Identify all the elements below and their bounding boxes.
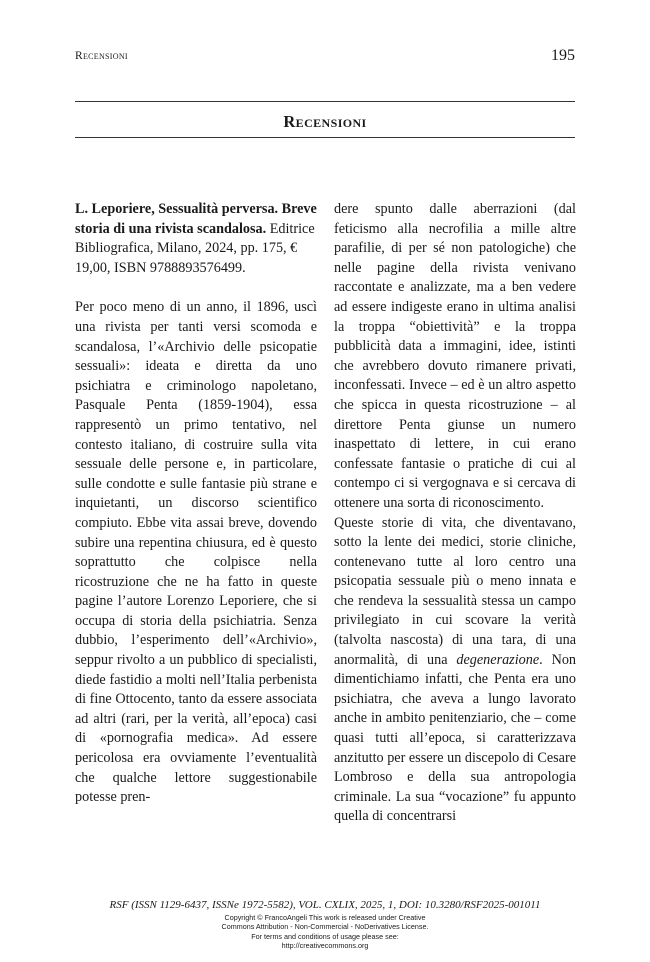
body-paragraph-right-1: dere spunto dalle aberrazioni (dal feticismo alla necrofilia a mille altre parafilie, di per sé non patologiche) che nelle pagine della rivista venivano raccontate e analizzate, ma a ben vedere ad essere indigeste erano in ultima analisi la troppa “obiettività” e la troppa pubblicità data a immagini, idee, istinti che avrebbero dovuto rimanere privati, inconfessati. Invece – ed è un altro aspetto che spicca in questa ricostruzione – al direttore Penta giunse un numero inaspettato di lettere, in cui erano confessate fantasie o pratiche di cui al contempo ci si vergognava e si cercava di ottenere una sorta di riconoscimento. <box>334 201 576 511</box>
body-paragraph-left: Per poco meno di un anno, il 1896, uscì una rivista per tanti versi scomoda e scandalosa, l’«Archivio delle psicopatie sessuali»: ideata e diretta da uno psichiatra e criminologo napoletano, Pasquale Penta (1859-1904), essa rappresentò un primo tentativo, nel contesto italiano, di costruire sulla vita sessuale delle persone e, in particolare, sulle condotte e sulle fantasie più strane e inquietanti, un discorso scientifico compiuto. Ebbe vita assai breve, dovendo subire una repentina chiusura, ed è questo soprattutto che colpisce nella ricostruzione che ne ha fatto in queste pagine l’autore Lorenzo Leporiere, che si occupa di storia della psichiatria. Senza dubbio, l’esperimento dell’«Archivio», seppur rivolto a un pubblico di specialisti, diede fastidio a molti nell’Italia perbenista di fine Ottocento, tanto da essere associata ad altri (rari, per la verità, all’epoca) casi di «pornografia medica». Ad essere pericolosa era ovviamente l’eventualità che qualche lettore suggestionabile potesse pren- <box>75 299 317 806</box>
top-rule <box>75 101 575 102</box>
review-book-title: Sessualità perversa. Breve storia di una rivista scandalosa. <box>75 201 317 237</box>
review-reference: L. Leporiere, Sessualità perversa. Breve storia di una rivista scandalosa. Editrice Bibliografica, Milano, 2024, pp. 175, € 19,00, ISBN 9788893576499. <box>75 201 317 276</box>
left-column <box>75 200 317 808</box>
review-publication: Editrice Bibliografica, Milano, 2024, pp. 175, € 19,00, ISBN 9788893576499. <box>75 220 315 276</box>
section-title: Recensioni <box>283 112 367 131</box>
italic-term: degenerazione <box>456 651 540 668</box>
title-rule <box>75 137 575 138</box>
license-line: Commons Attribution - Non-Commercial - NoDerivatives License. <box>221 922 429 932</box>
journal-citation: RSF (ISSN 1129-6437, ISSNe 1972-5582), VOL. CXLIX, 2025, 1, DOI: 10.3280/RSF2025-001011 <box>109 899 541 911</box>
review-author: L. Leporiere <box>75 201 152 217</box>
right-column <box>334 200 576 827</box>
running-head: Recensioni <box>75 50 128 62</box>
body-paragraph-right-2: Queste storie di vita, che diventavano, sotto la lente dei medici, storie cliniche, contenevano tutte al loro centro una psicopatia sessuale più o meno innata e che rendeva la sessualità stessa un campo privilegiato in cui scovare la verità (talvolta nascosta) di una tara, di una anormalità, di una degenerazione. Non dimentichiamo infatti, che Penta era uno psichiatra, che aveva a lungo lavorato anche in ambito penitenziario, che – come quasi tutti all’epoca, si caratterizzava anzitutto per essere un discepolo di Cesare Lombroso e della sua antropologia criminale. La sua “vocazione” fu appunto quella di concentrarsi <box>334 514 577 825</box>
license-line: Copyright © FrancoAngeli This work is released under Creative <box>224 913 426 922</box>
license-line: For terms and conditions of usage please see: <box>251 931 399 941</box>
page-number: 195 <box>551 47 575 64</box>
license-notice <box>150 913 500 951</box>
license-link[interactable]: http://creativecommons.org <box>281 941 369 951</box>
